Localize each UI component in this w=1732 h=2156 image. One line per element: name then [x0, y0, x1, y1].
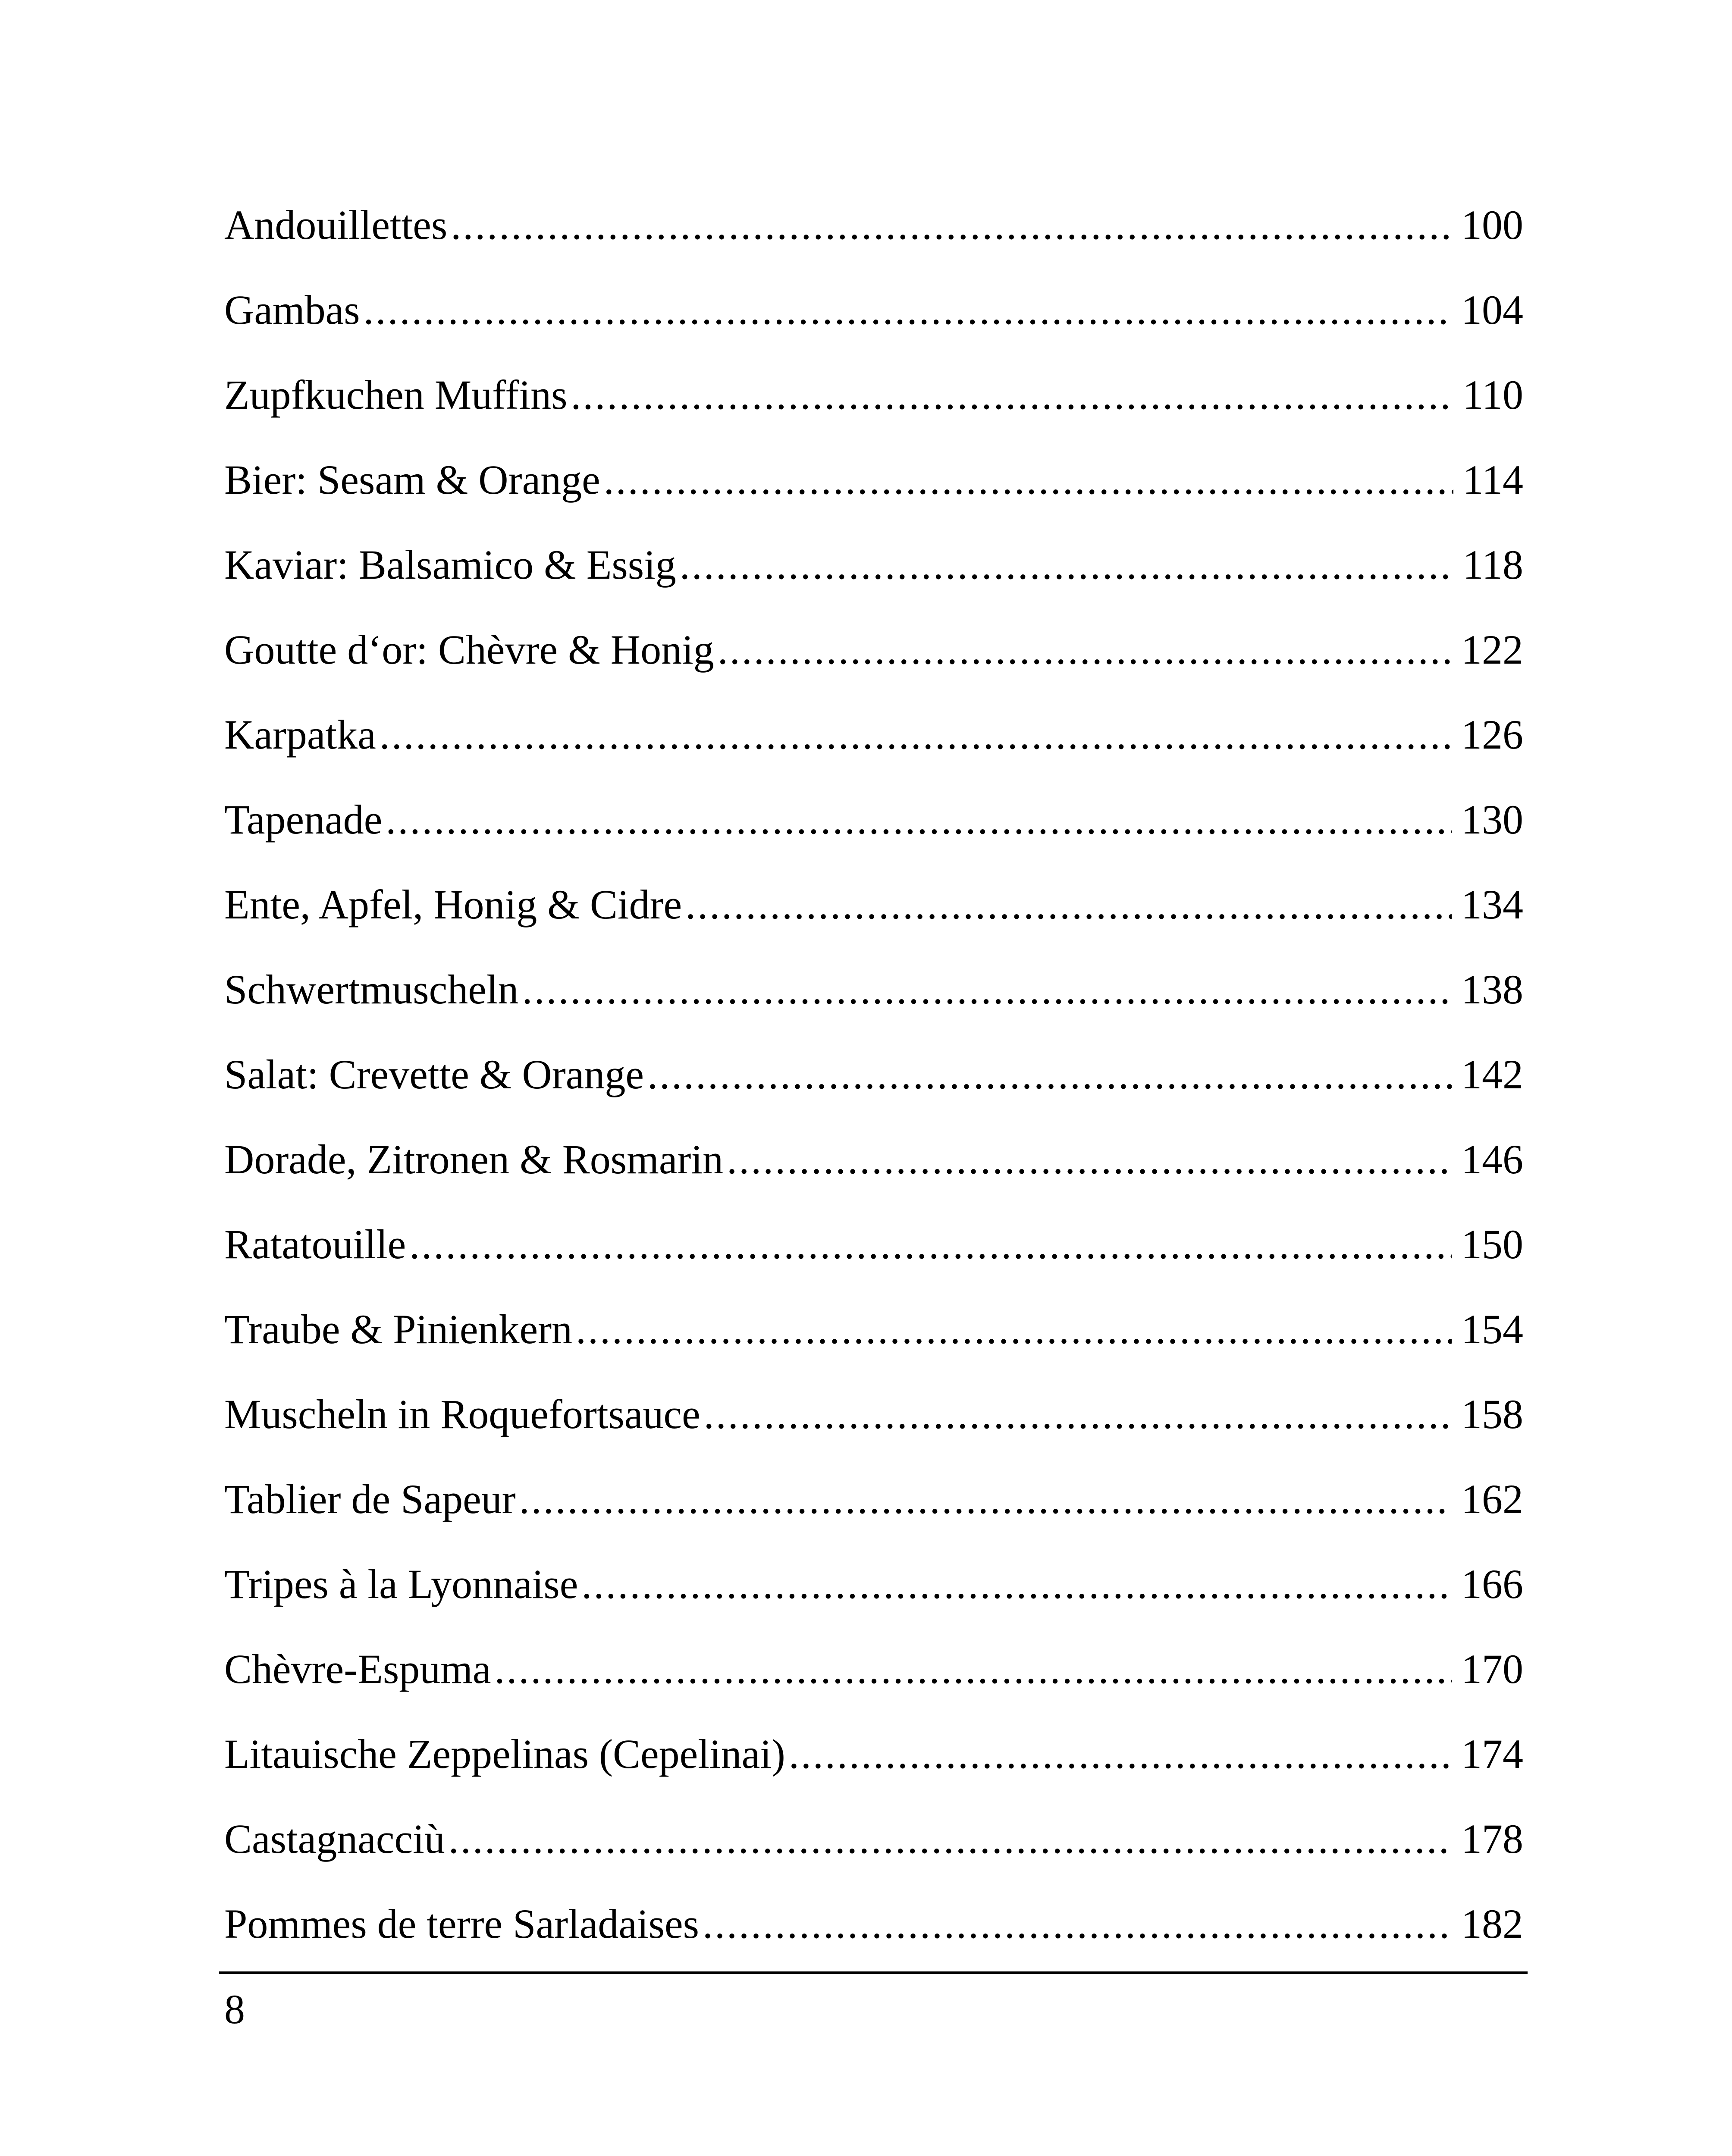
dot-leader	[718, 620, 1452, 680]
toc-entry-page: 138	[1461, 966, 1523, 1012]
dot-leader	[704, 1384, 1452, 1445]
toc-entry-title: Pommes de terre Sarladaises	[224, 1901, 699, 1947]
toc-entry-title: Karpatka	[224, 711, 376, 758]
dot-leader	[604, 450, 1453, 510]
dot-leader	[386, 790, 1452, 850]
toc-entry-title: Dorade, Zitronen & Rosmarin	[224, 1136, 724, 1182]
dot-leader	[451, 195, 1452, 255]
toc-entry-title: Zupfkuchen Muffins	[224, 372, 568, 418]
toc-entry	[224, 195, 1523, 280]
toc-entry	[224, 1384, 1523, 1469]
toc-entry	[224, 620, 1523, 705]
toc-entry-title: Ratatouille	[224, 1221, 406, 1267]
dot-leader	[680, 535, 1453, 595]
dot-leader	[647, 1044, 1452, 1105]
toc-entry	[224, 874, 1523, 959]
toc-entry-title: Ente, Apfel, Honig & Cidre	[224, 881, 682, 928]
toc-entry-title: Tapenade	[224, 796, 383, 843]
toc-entry-page: 104	[1461, 287, 1523, 333]
toc-entry-page: 170	[1461, 1646, 1523, 1692]
toc-entry-page: 150	[1461, 1221, 1523, 1267]
toc-entry	[224, 1809, 1523, 1894]
dot-leader	[581, 1554, 1452, 1614]
toc-entry	[224, 450, 1523, 535]
table-of-contents	[224, 195, 1523, 1979]
toc-entry-title: Traube & Pinienkern	[224, 1306, 573, 1352]
dot-leader	[409, 1214, 1452, 1275]
toc-entry-page: 110	[1462, 372, 1523, 418]
toc-entry-title: Chèvre-Espuma	[224, 1646, 491, 1692]
toc-entry-title: Schwertmuscheln	[224, 966, 519, 1012]
dot-leader	[519, 1469, 1452, 1529]
toc-entry-page: 130	[1461, 796, 1523, 843]
toc-entry	[224, 1214, 1523, 1299]
toc-entry	[224, 1044, 1523, 1129]
toc-entry	[224, 1299, 1523, 1384]
toc-entry-page: 114	[1462, 457, 1523, 503]
dot-leader	[364, 280, 1452, 340]
toc-entry	[224, 535, 1523, 620]
toc-entry	[224, 1639, 1523, 1724]
toc-entry-title: Andouillettes	[224, 202, 448, 248]
toc-entry-page: 162	[1461, 1476, 1523, 1522]
toc-entry-page: 178	[1461, 1816, 1523, 1862]
toc-entry-title: Bier: Sesam & Orange	[224, 457, 600, 503]
toc-entry	[224, 365, 1523, 450]
dot-leader	[727, 1129, 1452, 1190]
toc-entry-page: 158	[1461, 1391, 1523, 1437]
toc-entry	[224, 1554, 1523, 1639]
dot-leader	[380, 705, 1452, 765]
toc-entry-page: 154	[1461, 1306, 1523, 1352]
toc-entry-title: Tablier de Sapeur	[224, 1476, 516, 1522]
toc-entry-page: 174	[1461, 1731, 1523, 1777]
toc-entry-page: 182	[1461, 1901, 1523, 1947]
toc-entry	[224, 1894, 1523, 1979]
footer-divider	[219, 1971, 1528, 1974]
dot-leader	[703, 1894, 1452, 1954]
toc-entry-title: Salat: Crevette & Orange	[224, 1051, 644, 1097]
toc-entry	[224, 280, 1523, 365]
toc-entry	[224, 705, 1523, 790]
toc-entry	[224, 790, 1523, 874]
toc-entry	[224, 1724, 1523, 1809]
toc-entry-page: 142	[1461, 1051, 1523, 1097]
dot-leader	[494, 1639, 1452, 1699]
toc-entry	[224, 1469, 1523, 1554]
toc-entry	[224, 1129, 1523, 1214]
dot-leader	[576, 1299, 1452, 1360]
dot-leader	[449, 1809, 1452, 1869]
dot-leader	[571, 365, 1453, 425]
toc-entry-page: 146	[1461, 1136, 1523, 1182]
toc-entry-title: Litauische Zeppelinas (Cepelinai)	[224, 1731, 785, 1777]
toc-entry-page: 122	[1461, 627, 1523, 673]
toc-entry	[224, 959, 1523, 1044]
toc-entry-page: 134	[1461, 881, 1523, 928]
toc-entry-title: Castagnacciù	[224, 1816, 445, 1862]
toc-entry-page: 118	[1462, 542, 1523, 588]
toc-entry-title: Tripes à la Lyonnaise	[224, 1561, 578, 1607]
toc-entry-page: 166	[1461, 1561, 1523, 1607]
dot-leader	[522, 959, 1452, 1020]
toc-entry-page: 100	[1461, 202, 1523, 248]
toc-entry-page: 126	[1461, 711, 1523, 758]
dot-leader	[685, 874, 1452, 935]
dot-leader	[789, 1724, 1452, 1784]
toc-entry-title: Goutte d‘or: Chèvre & Honig	[224, 627, 714, 673]
toc-entry-title: Gambas	[224, 287, 360, 333]
page-number: 8	[224, 1986, 245, 2032]
toc-entry-title: Muscheln in Roquefortsauce	[224, 1391, 700, 1437]
toc-entry-title: Kaviar: Balsamico & Essig	[224, 542, 676, 588]
